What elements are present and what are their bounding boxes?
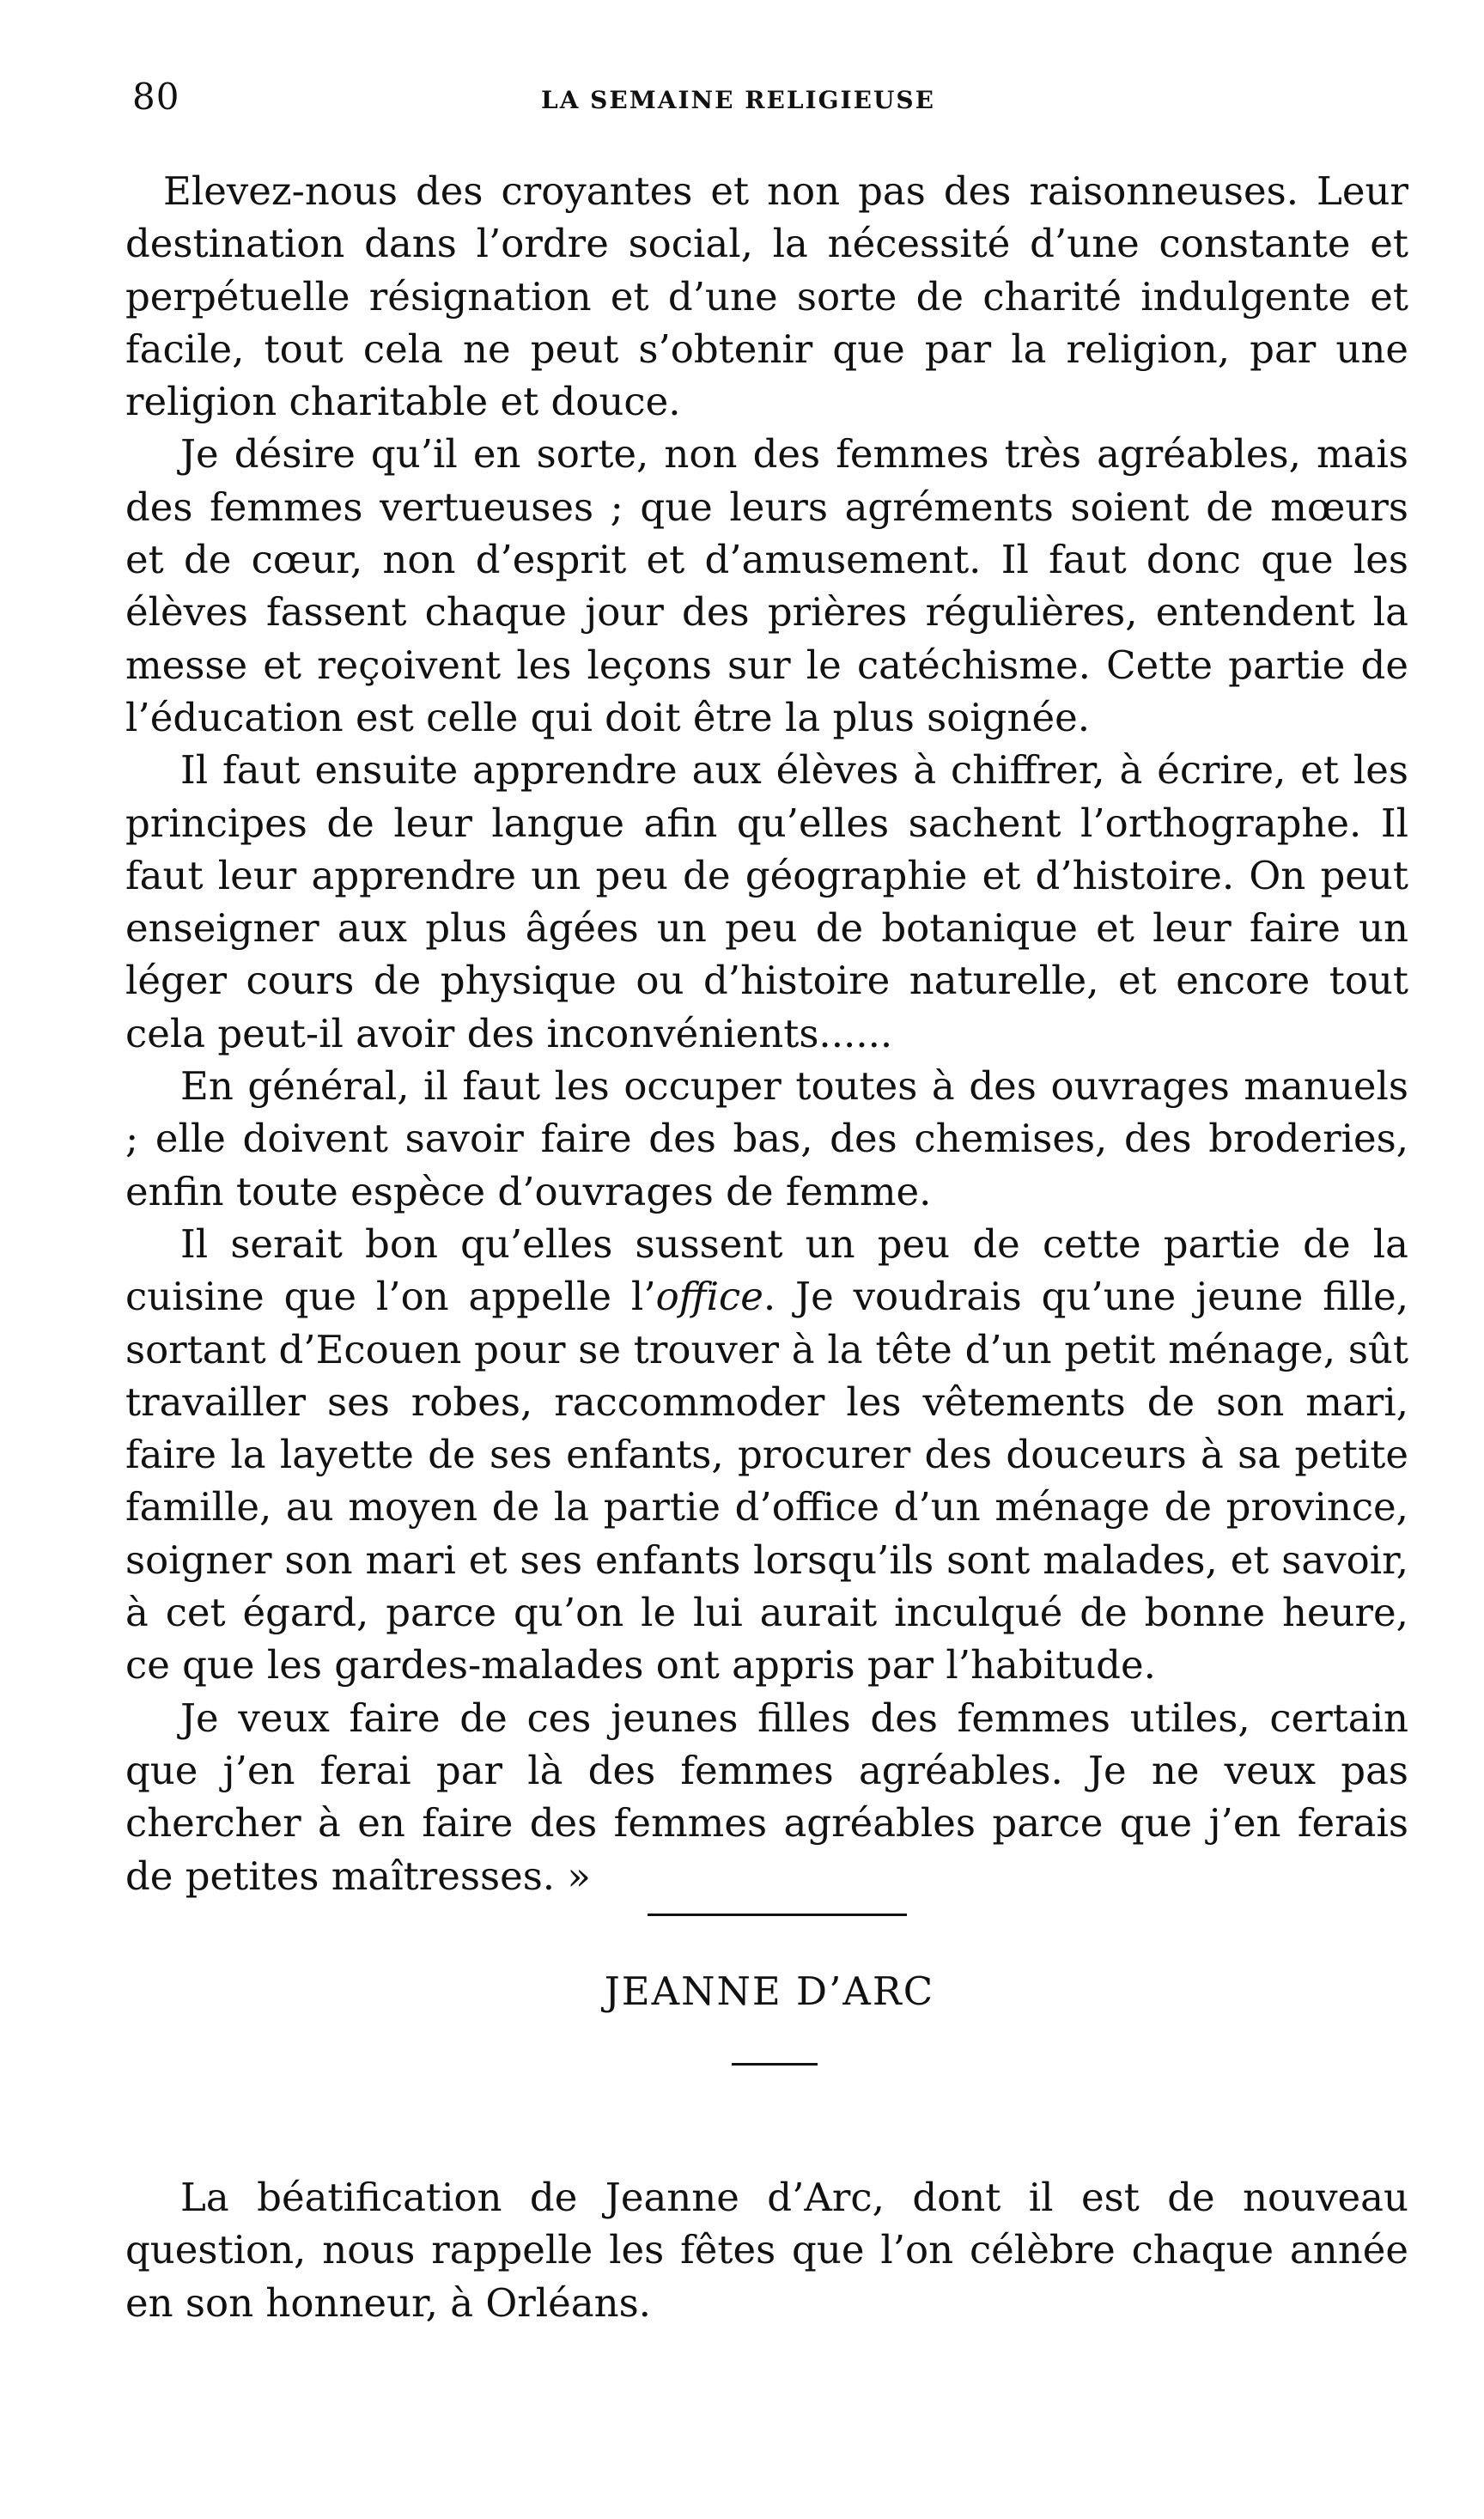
running-head: LA SEMAINE RELIGIEUSE: [541, 86, 935, 114]
page: [125, 69, 1414, 2326]
office-italic-word: office: [655, 1274, 763, 1320]
paragraph-1: Elevez-nous des croyantes et non pas des raisonneuses. Leur destination dans l’ordre social, la nécessité d’une constante et perpétuelle résignation et d’une sorte de charité indulgente et facile, tout cela ne peut s’obtenir que par la religion, par une religion charitable et douce.: [125, 168, 1408, 425]
paragraph-5-before: Il serait bon qu’elles sussent un peu de cette partie de la cuisine que l’on appelle l’: [125, 1220, 1408, 1320]
paragraph-5: [125, 1218, 1408, 1692]
section-paragraph: La béatification de Jeanne d’Arc, dont il est de nouveau question, nous rappelle les fêtes que l’on célèbre chaque année en son honneur, à Orléans.: [125, 2175, 1408, 2326]
main-text: [125, 165, 1408, 1902]
paragraph-4: En général, il faut les occuper toutes à des ouvrages manuels ; elle doivent savoir faire des bas, des chemises, des broderies, enfin toute espèce d’ouvrages de femme.: [125, 1063, 1408, 1214]
section-title: JEANNE D’ARC: [604, 1968, 935, 2014]
section-divider-bottom: [732, 2063, 818, 2066]
paragraph-5-after: . Je voudrais qu’une jeune fille, sortant d’Ecouen pour se trouver à la tête d’un petit ménage, sût travailler ses robes, raccommoder les vêtements de son mari, faire la layette de ses enfants, procurer des douceurs à sa petite famille, au moyen de la partie d’office d’un ménage de province, soigner son mari et ses enfants lorsqu’ils sont malades, et savoir, à cet égard, parce qu’on le lui aurait inculqué de bonne heure, ce que les gardes-malades ont appris par l’habitude.: [125, 1274, 1408, 1688]
paragraph-2: Je désire qu’il en sorte, non des femmes très agréables, mais des femmes vertueuses ; que leurs agréments soient de mœurs et de cœur, non d’esprit et d’amusement. Il faut donc que les élèves fassent chaque jour des prières régulières, entendent la messe et reçoivent les leçons sur le catéchisme. Cette partie de l’éducation est celle qui doit être la plus soignée.: [125, 431, 1408, 740]
page-header: [125, 69, 1414, 120]
paragraph-6: Je veux faire de ces jeunes filles des femmes utiles, certain que j’en ferai par là des femmes agréables. Je ne veux pas chercher à en faire des femmes agréables parce que j’en ferais de petites maîtresses. »: [125, 1695, 1408, 1899]
section-divider-top: [648, 1914, 907, 1916]
page-number: 80: [132, 76, 180, 118]
section-text: [125, 2171, 1408, 2329]
paragraph-3: Il faut ensuite apprendre aux élèves à chiffrer, à écrire, et les principes de leur langue afin qu’elles sachent l’orthographe. Il faut leur apprendre un peu de géographie et d’histoire. On peut enseigner aux plus âgées un peu de botanique et leur faire un léger cours de physique ou d’histoire naturelle, et encore tout cela peut-il avoir des inconvénients......: [125, 747, 1408, 1056]
